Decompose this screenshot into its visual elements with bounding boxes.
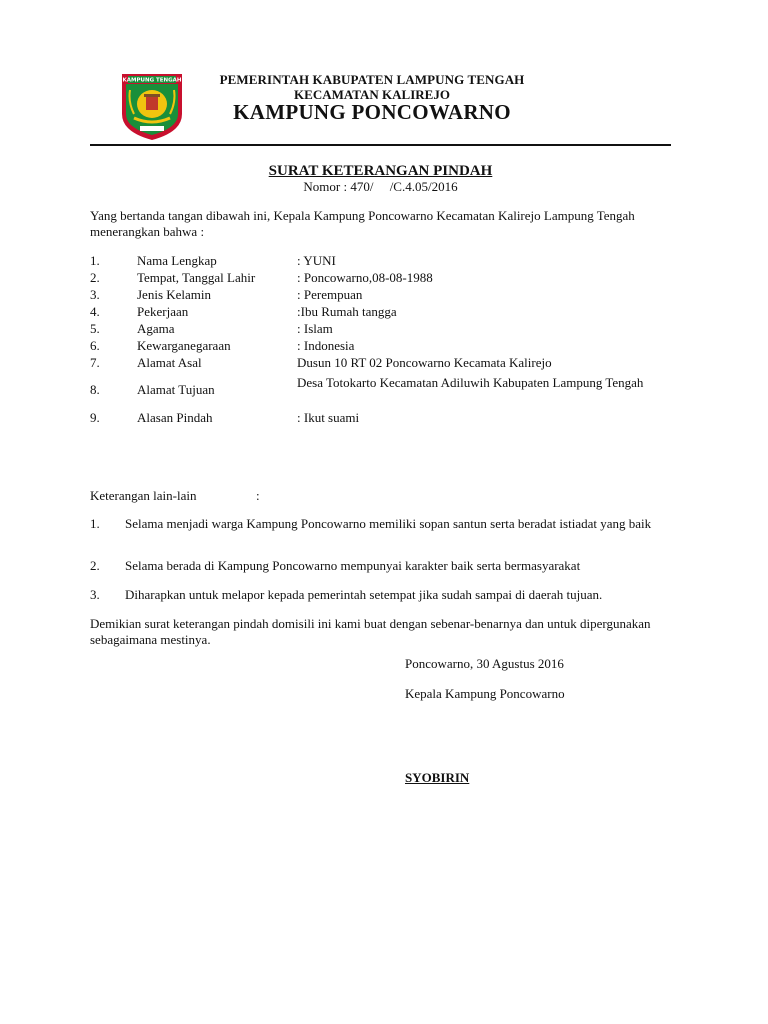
field-label: Agama [137, 321, 175, 336]
field-value: : YUNI [297, 253, 336, 268]
remark-number: 2. [90, 558, 100, 573]
field-number: 1. [90, 253, 100, 268]
field-label: Jenis Kelamin [137, 287, 212, 302]
field-label: Tempat, Tanggal Lahir [137, 270, 256, 285]
field-number: 3. [90, 287, 100, 302]
letter-number: Nomor : 470/ /C.4.05/2016 [303, 179, 458, 194]
header-regency: PEMERINTAH KABUPATEN LAMPUNG TENGAH [219, 72, 525, 87]
header-village: KAMPUNG PONCOWARNO [233, 100, 511, 124]
field-label: Kewarganegaraan [137, 338, 231, 353]
field-number: 9. [90, 410, 100, 425]
field-value: Dusun 10 RT 02 Poncowarno Kecamata Kalirejo [297, 355, 552, 370]
field-number: 4. [90, 304, 100, 319]
field-value: : Ikut suami [297, 410, 360, 425]
closing-paragraph: Demikian surat keterangan pindah domisili ini kami buat dengan sebenar-benarnya dan untuk dipergunakan sebagaimana mestinya. [90, 616, 651, 647]
remark-number: 1. [90, 516, 100, 531]
field-value: : Perempuan [297, 287, 363, 302]
letter-title: SURAT KETERANGAN PINDAH [268, 163, 493, 179]
field-number: 6. [90, 338, 100, 353]
remarks-label: Keterangan lain-lain [90, 488, 197, 503]
remark-text: Selama berada di Kampung Poncowarno mempunyai karakter baik serta bermasyarakat [125, 558, 581, 573]
field-label: Pekerjaan [137, 304, 189, 319]
remark-text: Diharapkan untuk melapor kepada pemerintah setempat jika sudah sampai di daerah tujuan. [125, 587, 603, 602]
header-district: KECAMATAN KALIREJO [294, 87, 450, 102]
regency-emblem-icon [120, 70, 184, 142]
intro-paragraph: Yang bertanda tangan dibawah ini, Kepala Kampung Poncowarno Kecamatan Kalirejo Lampung Tengah menerangkan bahwa : [90, 208, 635, 239]
field-value: :Ibu Rumah tangga [297, 304, 397, 319]
field-number: 8. [90, 382, 100, 397]
remark-number: 3. [90, 587, 100, 602]
signer-name: SYOBIRIN [405, 770, 470, 785]
field-number: 5. [90, 321, 100, 336]
header-divider [90, 144, 671, 146]
remarks-colon: : [256, 488, 260, 503]
field-value: Desa Totokarto Kecamatan Adiluwih Kabupaten Lampung Tengah [297, 375, 644, 390]
field-label: Alamat Asal [137, 355, 202, 370]
remark-text: Selama menjadi warga Kampung Poncowarno memiliki sopan santun serta beradat istiadat yang baik [125, 516, 652, 531]
field-label: Alamat Tujuan [137, 382, 215, 397]
signer-position: Kepala Kampung Poncowarno [405, 686, 565, 701]
field-number: 2. [90, 270, 100, 285]
field-label: Alasan Pindah [137, 410, 213, 425]
place-date: Poncowarno, 30 Agustus 2016 [405, 656, 564, 671]
field-value: : Indonesia [297, 338, 355, 353]
field-number: 7. [90, 355, 100, 370]
field-value: : Islam [297, 321, 333, 336]
field-value: : Poncowarno,08-08-1988 [297, 270, 433, 285]
field-label: Nama Lengkap [137, 253, 217, 268]
svg-text:KAMPUNG TENGAH: KAMPUNG TENGAH [122, 77, 182, 84]
